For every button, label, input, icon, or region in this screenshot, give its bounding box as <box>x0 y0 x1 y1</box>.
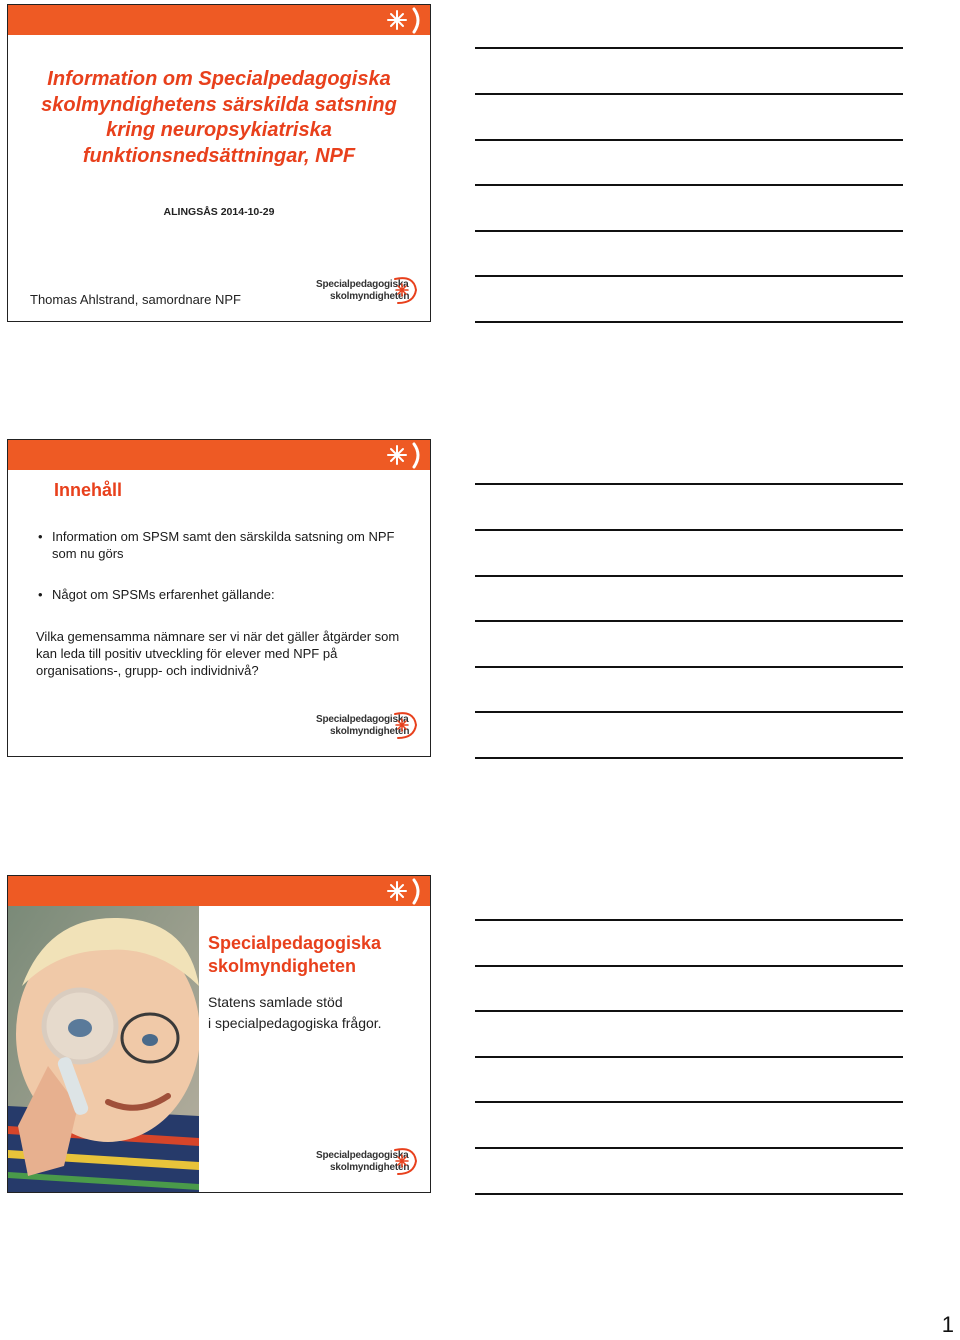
notes-line <box>475 321 903 323</box>
notes-line <box>475 230 903 232</box>
page-number: 1 <box>941 1312 954 1337</box>
spsm-logo <box>316 273 420 307</box>
notes-line <box>475 919 903 921</box>
notes-line <box>475 1147 903 1149</box>
title-line: skolmyndigheten <box>208 956 357 976</box>
notes-line <box>475 666 903 668</box>
logo-text-2: skolmyndigheten <box>330 291 410 302</box>
star-brand-icon <box>378 440 426 470</box>
notes-line <box>475 757 903 759</box>
title-line: kring neuropsykiatriska <box>106 119 332 141</box>
notes-line <box>475 1101 903 1103</box>
notes-line <box>475 47 903 49</box>
logo-star-icon <box>390 708 420 742</box>
subtitle-line: i specialpedagogiska frågor. <box>208 1015 382 1031</box>
date-line: ALINGSÅS 2014-10-29 <box>163 206 275 218</box>
slide-title <box>208 932 381 978</box>
logo-text-2: skolmyndigheten <box>330 1162 410 1173</box>
notes-line <box>475 575 903 577</box>
subtitle-line: Statens samlade stöd <box>208 994 343 1010</box>
slide-3 <box>7 875 431 1193</box>
title-line: Information om Specialpedagogiska <box>47 68 391 90</box>
logo-star-icon <box>390 273 420 307</box>
slide-header-bar <box>8 5 430 35</box>
spsm-logo <box>316 708 420 742</box>
bullet-list <box>38 528 406 619</box>
star-brand-icon <box>378 5 426 35</box>
logo-text-1: Specialpedagogiska <box>316 714 409 725</box>
notes-line <box>475 1056 903 1058</box>
notes-line <box>475 965 903 967</box>
title-line: funktionsnedsättningar, NPF <box>82 144 356 167</box>
slide-paragraph: Vilka gemensamma nämnare ser vi när det gäller åtgärder som kan leda till positiv utveckling för elever med NPF på organisations-, grupp- och individnivå? <box>36 629 400 678</box>
logo-star-icon <box>390 1144 420 1178</box>
slide-1 <box>7 4 431 322</box>
notes-line <box>475 184 903 186</box>
notes-line <box>475 1010 903 1012</box>
author-line: Thomas Ahlstrand, samordnare NPF <box>30 292 241 307</box>
title-line: skolmyndighetens särskilda satsning <box>41 93 397 116</box>
logo-text-1: Specialpedagogiska <box>316 279 409 290</box>
presentation-title <box>18 67 420 169</box>
notes-line <box>475 275 903 277</box>
notes-line <box>475 529 903 531</box>
slide-header-bar <box>8 440 430 470</box>
bullet-item: • Något om SPSMs erfarenhet gällande: <box>38 586 406 603</box>
notes-line <box>475 139 903 141</box>
notes-line <box>475 711 903 713</box>
notes-line <box>475 483 903 485</box>
notes-line <box>475 620 903 622</box>
logo-text-2: skolmyndigheten <box>330 726 410 737</box>
title-line: Specialpedagogiska <box>208 933 382 953</box>
child-with-magnifying-glass-photo <box>8 906 199 1193</box>
bullet-item: • Information om SPSM samt den särskilda satsning om NPF som nu görs <box>38 528 406 562</box>
notes-line <box>475 1193 903 1195</box>
slide-header-bar <box>8 876 430 906</box>
slide-subtitle <box>208 992 382 1034</box>
slide-2 <box>7 439 431 757</box>
slide-heading: Innehåll <box>54 480 123 500</box>
star-brand-icon <box>378 876 426 906</box>
logo-text-1: Specialpedagogiska <box>316 1150 409 1161</box>
notes-line <box>475 93 903 95</box>
spsm-logo <box>316 1144 420 1178</box>
